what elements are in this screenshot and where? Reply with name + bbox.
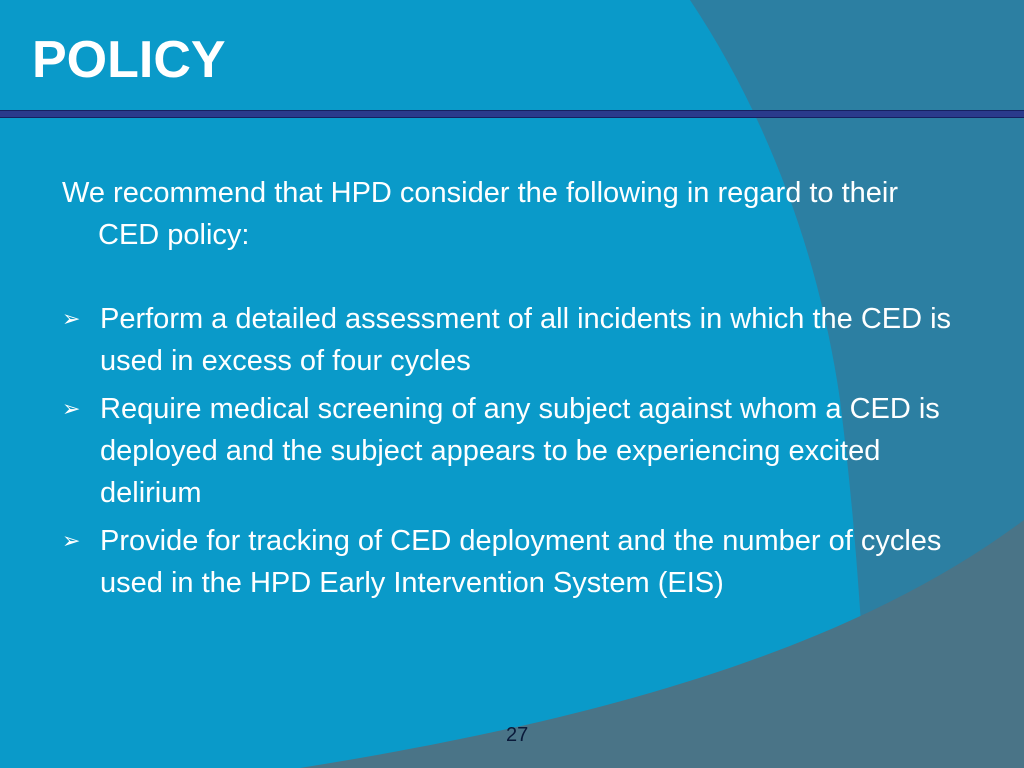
arrow-bullet-icon: ➢ [62,528,81,553]
page-number: 27 [506,724,529,746]
intro-paragraph: We recommend that HPD consider the following in regard to their CED policy: [62,177,899,251]
bullet-text: Perform a detailed assessment of all incidents in which the CED is used in excess of four cycles [100,303,952,377]
title-divider [0,110,1024,118]
arrow-bullet-icon: ➢ [62,396,81,421]
arrow-bullet-icon: ➢ [62,306,81,331]
bullet-item [62,298,962,382]
slide-body [62,172,962,610]
bullet-item [62,388,962,514]
bullet-text: Provide for tracking of CED deployment and the number of cycles used in the HPD Early Intervention System (EIS) [100,525,942,599]
slide-title: POLICY [32,31,226,89]
bullet-text: Require medical screening of any subject against whom a CED is deployed and the subject appears to be experiencing excited delirium [100,393,940,509]
bullet-item [62,520,962,604]
